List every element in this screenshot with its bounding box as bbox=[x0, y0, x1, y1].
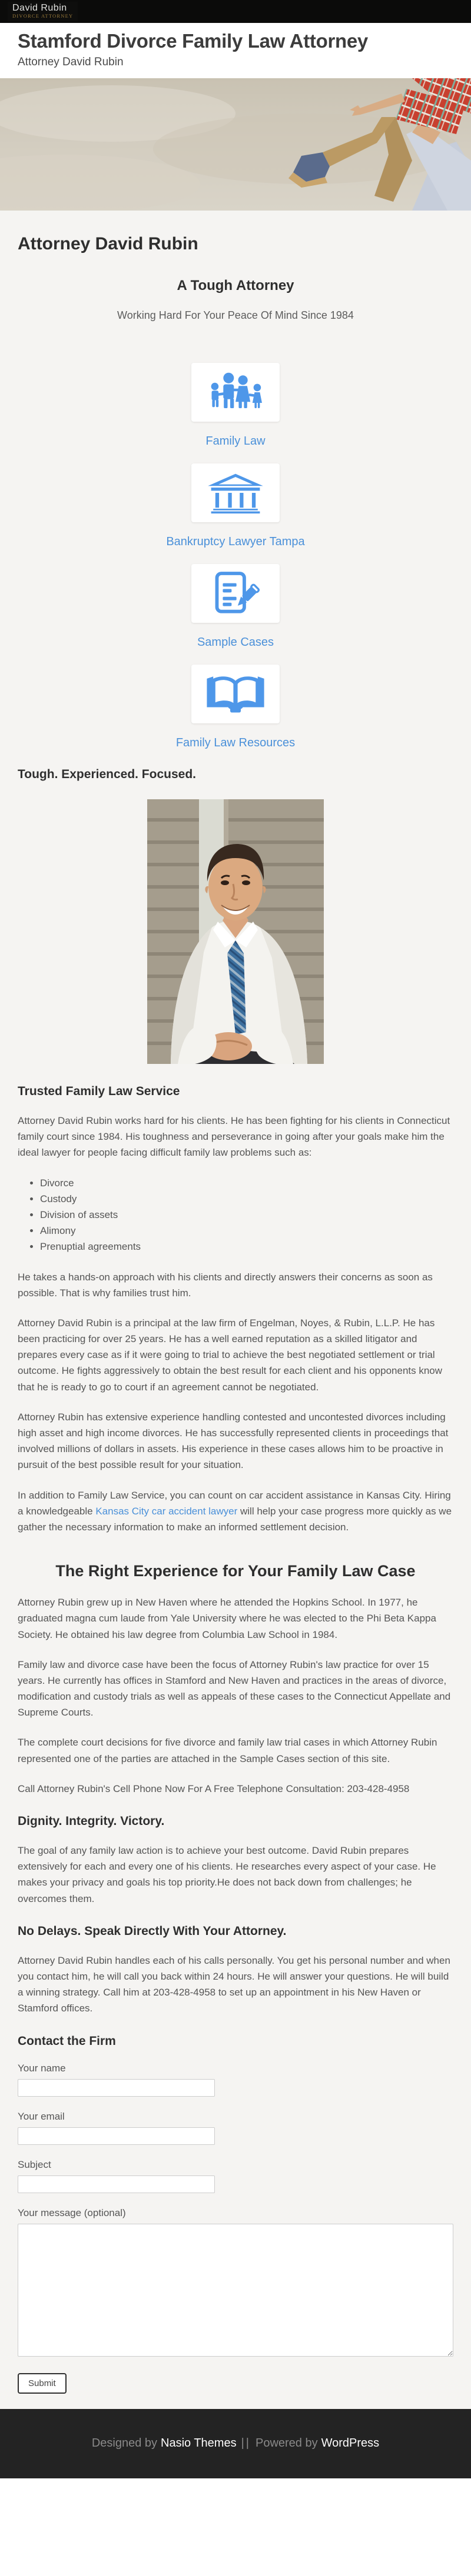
paragraph-kansas-city bbox=[18, 1487, 453, 1536]
kc-text-before: In addition to Family Law Service, you can count on car accident assistance in Kansas City. Hiring a knowledgeable bbox=[18, 1489, 451, 1517]
paragraph-hands-on: He takes a hands-on approach with his clients and directly answers their concerns as soon as possible. That is why families trust him. bbox=[18, 1271, 433, 1299]
service-card-sample-cases[interactable] bbox=[191, 564, 280, 623]
service-link-sample-cases[interactable]: Sample Cases bbox=[197, 636, 274, 649]
footer-credits bbox=[92, 2437, 379, 2450]
email-label: Your email bbox=[18, 2110, 65, 2122]
paragraph-intro: Attorney David Rubin works hard for his clients. He has been fighting for his clients in Connecticut family court since 1984. His toughness and perseverance in going after your goals make him the ideal lawyer for people facing difficult family law problems such as: bbox=[18, 1115, 450, 1159]
list-item: • Custody bbox=[40, 1191, 453, 1207]
name-input[interactable] bbox=[18, 2079, 215, 2097]
paragraph-firm: Attorney David Rubin is a principal at the law firm of Engelman, Noyes, & Rubin, L.L.P. He has been practicing for over 25 years. He has a well earned reputation as a skilled litigator and prepares every case as if it were going to trial to achieve the best negotiated settlement or trial outcome. He fights aggressively to obtain the best result for each client and his opponents know that he is ready to go to court if an agreement cannot be negotiated. bbox=[18, 1317, 443, 1393]
message-label: Your message (optional) bbox=[18, 2207, 126, 2218]
service-link-resources[interactable]: Family Law Resources bbox=[175, 736, 296, 749]
document-pencil-icon bbox=[206, 570, 265, 616]
site-subtitle: Attorney David Rubin bbox=[18, 56, 124, 68]
no-delays-heading: No Delays. Speak Directly With Your Attorney. bbox=[18, 1924, 287, 1938]
paragraph-phone-cta: Call Attorney Rubin's Cell Phone Now For A Free Telephone Consultation: 203-428-4958 bbox=[18, 1783, 410, 1794]
logo-name: David Rubin bbox=[12, 3, 67, 14]
tough-heading: Tough. Experienced. Focused. bbox=[18, 768, 196, 781]
attorney-photo-wrap bbox=[18, 799, 453, 1067]
list-item: • Division of assets bbox=[40, 1207, 453, 1223]
service-card-family-law[interactable] bbox=[191, 363, 280, 422]
name-label: Your name bbox=[18, 2062, 66, 2074]
footer-separator: || bbox=[241, 2437, 251, 2450]
paragraph-practice: Family law and divorce case have been the focus of Attorney Rubin's law practice for over 15 years. He currently has offices in Stamford and New Haven and practices in the areas of divorce, modification and custody trials as well as appeals of these cases to the Connecticut Appellate and Supreme Courts. bbox=[18, 1659, 451, 1719]
service-family-law bbox=[18, 363, 453, 448]
logo-tagline: DIVORCE ATTORNEY bbox=[12, 12, 74, 19]
service-card-resources[interactable] bbox=[191, 665, 280, 723]
service-resources bbox=[18, 665, 453, 750]
courthouse-icon bbox=[204, 472, 267, 514]
service-card-bankruptcy[interactable] bbox=[191, 463, 280, 522]
nasio-themes-link[interactable]: Nasio Themes bbox=[161, 2437, 237, 2450]
email-input[interactable] bbox=[18, 2127, 215, 2145]
page-title: Attorney David Rubin bbox=[18, 234, 198, 253]
list-item: • Prenuptial agreements bbox=[40, 1239, 453, 1254]
site-logo[interactable] bbox=[8, 2, 78, 21]
top-bar bbox=[0, 0, 471, 23]
paragraph-personal: Attorney David Rubin handles each of his calls personally. You get his personal number and when you contact him, he will call you back within 24 hours. He will answer your questions. He will build a winning strategy. Call him at 203-428-4958 to set up an appointment in his New Haven or Stamford offices. bbox=[18, 1954, 450, 2014]
site-footer bbox=[0, 2409, 471, 2478]
message-textarea[interactable] bbox=[18, 2224, 453, 2357]
hero-image bbox=[0, 78, 471, 211]
paragraph-experience: Attorney Rubin has extensive experience handling contested and uncontested divorces including high asset and high income divorces. He has successfully represented clients in proceedings that involved millions of dollars in assets. His experience in these cases allows him to be proactive in pursuit of the best possible result for your situation. bbox=[18, 1411, 449, 1471]
dignity-heading: Dignity. Integrity. Victory. bbox=[18, 1814, 165, 1828]
paragraph-sample-cases: The complete court decisions for five divorce and family law trial cases in which Attorney Rubin represented one of the parties are attached in the Sample Cases section of this site. bbox=[18, 1737, 437, 1764]
hero-illustration bbox=[0, 78, 471, 211]
practice-areas-list bbox=[18, 1175, 453, 1255]
paragraph-education: Attorney Rubin grew up in New Haven where he attended the Hopkins School. In 1977, he graduated magna cum laude from Yale University where he was elected to the Phi Beta Kappa Society. He obtained his law degree from Columbia Law School in 1984. bbox=[18, 1597, 436, 1640]
site-title: Stamford Divorce Family Law Attorney bbox=[18, 30, 368, 52]
attorney-photo bbox=[147, 799, 324, 1064]
site-header bbox=[0, 23, 471, 78]
paragraph-goal: The goal of any family law action is to achieve your best outcome. David Rubin prepares extensively for each and every one of his clients. He researches every aspect of your case. He makes your privacy and goals his top priority.He does not back down from challenges; he overcomes them. bbox=[18, 1845, 436, 1904]
contact-form bbox=[18, 2063, 453, 2394]
kc-text-after: will help your case progress more quickly as we gather the necessary information to make an informed settlement decision. bbox=[18, 1505, 452, 1533]
tagline-heading: A Tough Attorney bbox=[177, 278, 294, 293]
contact-heading: Contact the Firm bbox=[18, 2034, 116, 2048]
service-links bbox=[18, 363, 453, 750]
service-bankruptcy bbox=[18, 463, 453, 549]
designed-by-text: Designed by bbox=[91, 2437, 158, 2450]
right-experience-heading: The Right Experience for Your Family Law Case bbox=[55, 1562, 416, 1580]
kansas-city-link[interactable]: Kansas City car accident lawyer bbox=[95, 1505, 238, 1517]
wordpress-link[interactable]: WordPress bbox=[321, 2437, 380, 2450]
subject-input[interactable] bbox=[18, 2175, 215, 2193]
service-sample-cases bbox=[18, 564, 453, 649]
submit-button[interactable]: Submit bbox=[18, 2373, 67, 2394]
powered-by-text: Powered by bbox=[255, 2437, 318, 2450]
tagline-subtext: Working Hard For Your Peace Of Mind Since 1984 bbox=[117, 309, 354, 321]
subject-label: Subject bbox=[18, 2158, 51, 2170]
open-book-icon bbox=[204, 672, 267, 716]
list-item: • Divorce bbox=[40, 1175, 453, 1191]
trusted-heading: Trusted Family Law Service bbox=[18, 1085, 180, 1098]
service-link-family-law[interactable]: Family Law bbox=[205, 435, 266, 448]
service-link-bankruptcy[interactable]: Bankruptcy Lawyer Tampa bbox=[166, 535, 305, 548]
list-item: • Alimony bbox=[40, 1223, 453, 1239]
family-icon bbox=[204, 371, 267, 413]
main-content bbox=[0, 211, 471, 2409]
